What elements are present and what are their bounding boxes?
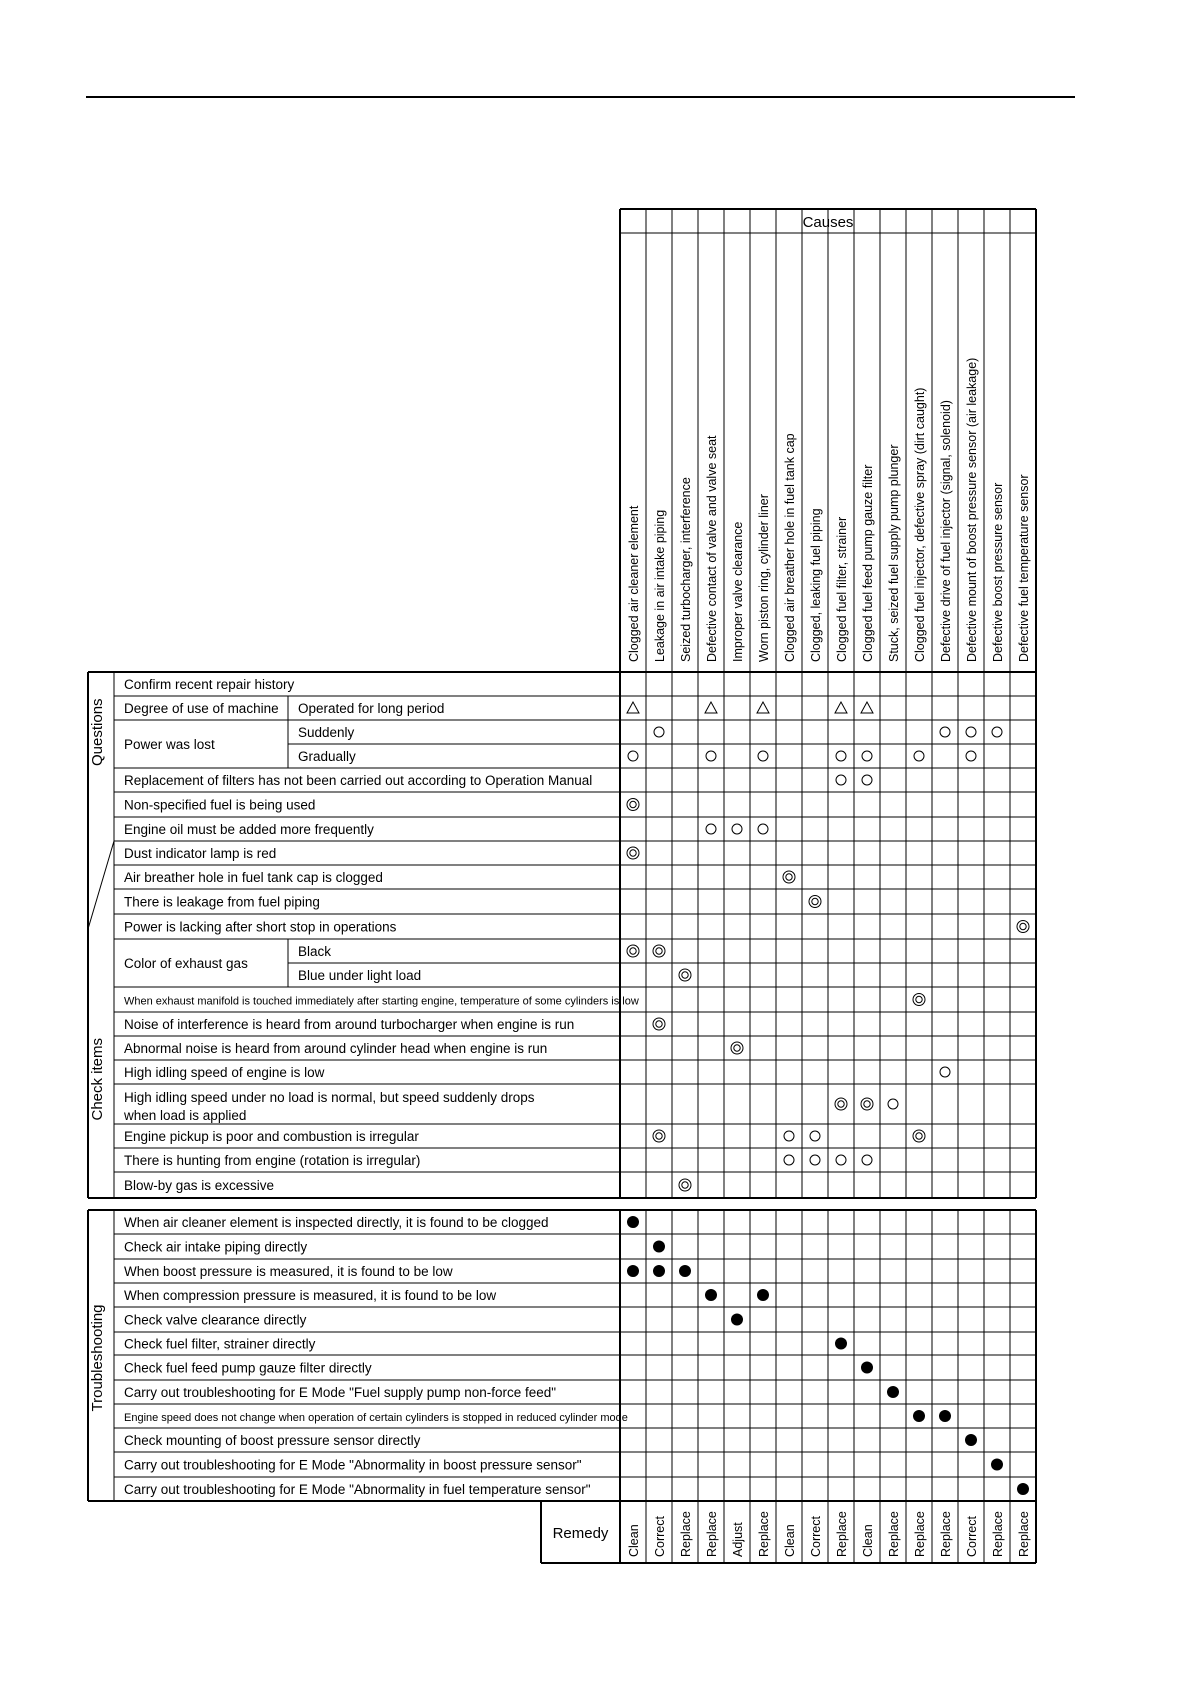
- mark-double-circle: [783, 871, 795, 883]
- remedy-value: Replace: [705, 1511, 719, 1557]
- mark-double-circle-inner: [682, 1182, 688, 1188]
- mark-circle: [914, 751, 924, 761]
- remedy-value: Replace: [757, 1511, 771, 1557]
- mark-circle: [966, 727, 976, 737]
- section-label-check-items: Check items: [89, 1037, 106, 1121]
- mark-double-circle: [913, 1130, 925, 1142]
- mark-filled-circle: [627, 1216, 639, 1228]
- mark-circle: [836, 1155, 846, 1165]
- mark-filled-circle: [705, 1289, 717, 1301]
- mark-circle: [940, 727, 950, 737]
- mark-double-circle: [835, 1098, 847, 1110]
- row-text: Black: [298, 944, 332, 959]
- mark-circle: [888, 1099, 898, 1109]
- mark-double-circle-inner: [916, 1133, 922, 1139]
- row-text-line2: when load is applied: [124, 1108, 247, 1123]
- troubleshooting-row-text: Check fuel filter, strainer directly: [124, 1336, 316, 1352]
- mark-triangle: [705, 702, 717, 713]
- mark-filled-circle: [835, 1338, 847, 1350]
- row-text: Suddenly: [298, 725, 355, 740]
- mark-filled-circle: [991, 1459, 1003, 1471]
- mark-double-circle-inner: [656, 1021, 662, 1027]
- cause-label: Defective boost pressure sensor: [991, 482, 1005, 662]
- mark-double-circle-inner: [1020, 923, 1026, 929]
- mark-filled-circle: [965, 1434, 977, 1446]
- mark-double-circle-inner: [838, 1101, 844, 1107]
- mark-circle: [966, 751, 976, 761]
- remedy-value: Replace: [887, 1511, 901, 1557]
- mark-circle: [940, 1067, 950, 1077]
- mark-circle: [836, 775, 846, 785]
- row-text: Non-specified fuel is being used: [124, 797, 316, 813]
- remedy-value: Clean: [627, 1524, 641, 1557]
- troubleshooting-row-text: Check fuel feed pump gauze filter directly: [124, 1360, 372, 1376]
- row-text: There is leakage from fuel piping: [124, 894, 320, 910]
- section-label-questions: Questions: [89, 698, 106, 766]
- mark-filled-circle: [913, 1410, 925, 1422]
- cause-label: Clogged air breather hole in fuel tank cap: [783, 433, 797, 662]
- mark-double-circle: [627, 799, 639, 811]
- cause-label: Clogged fuel injector, defective spray (dirt caught): [913, 387, 927, 662]
- mark-double-circle-inner: [734, 1045, 740, 1051]
- row-text: Engine pickup is poor and combustion is irregular: [124, 1129, 419, 1144]
- mark-filled-circle: [653, 1265, 665, 1277]
- mark-circle: [758, 751, 768, 761]
- mark-filled-circle: [679, 1265, 691, 1277]
- row-text: Dust indicator lamp is red: [124, 846, 277, 861]
- remedy-value: Replace: [991, 1511, 1005, 1557]
- cause-label: Defective fuel temperature sensor: [1017, 474, 1031, 662]
- troubleshooting-row-text: Engine speed does not change when operation of certain cylinders is stopped in reduced cylinder mode: [124, 1412, 628, 1424]
- remedy-value: Replace: [939, 1511, 953, 1557]
- mark-filled-circle: [653, 1241, 665, 1253]
- mark-triangle: [835, 702, 847, 713]
- mark-double-circle: [627, 847, 639, 859]
- mark-filled-circle: [861, 1362, 873, 1374]
- row-text: Power is lacking after short stop in operations: [124, 919, 397, 935]
- remedy-value: Correct: [809, 1516, 823, 1557]
- mark-double-circle: [653, 945, 665, 957]
- row-text: Confirm recent repair history: [124, 677, 295, 692]
- troubleshooting-row-text: Carry out troubleshooting for E Mode "Fuel supply pump non-force feed": [124, 1385, 557, 1400]
- troubleshooting-row-text: When boost pressure is measured, it is found to be low: [124, 1264, 453, 1279]
- troubleshooting-row-text: Check mounting of boost pressure sensor directly: [124, 1433, 421, 1448]
- row-text: Operated for long period: [298, 701, 445, 716]
- mark-double-circle-inner: [786, 874, 792, 880]
- row-text: Air breather hole in fuel tank cap is clogged: [124, 870, 383, 885]
- row-text: Noise of interference is heard from around turbocharger when engine is run: [124, 1017, 575, 1032]
- mark-double-circle: [913, 994, 925, 1006]
- cause-label: Clogged air cleaner element: [627, 505, 641, 662]
- remedy-value: Replace: [835, 1511, 849, 1557]
- cause-label: Defective mount of boost pressure sensor (air leakage): [965, 357, 979, 662]
- mark-double-circle: [861, 1098, 873, 1110]
- troubleshooting-row-text: When compression pressure is measured, it is found to be low: [124, 1288, 497, 1303]
- mark-circle: [862, 751, 872, 761]
- row-group-label: Color of exhaust gas: [124, 956, 248, 971]
- mark-circle: [758, 824, 768, 834]
- row-group-label: Power was lost: [124, 737, 215, 752]
- mark-triangle: [757, 702, 769, 713]
- troubleshooting-row-text: Check air intake piping directly: [124, 1239, 308, 1255]
- mark-circle: [810, 1131, 820, 1141]
- troubleshooting-row-text: Check valve clearance directly: [124, 1312, 307, 1328]
- section-divider-diagonal: [88, 841, 114, 929]
- mark-circle: [810, 1155, 820, 1165]
- cause-label: Stuck, seized fuel supply pump plunger: [887, 444, 901, 662]
- row-text: When exhaust manifold is touched immediately after starting engine, temperature of some cylinders is low: [124, 995, 639, 1008]
- mark-circle: [706, 824, 716, 834]
- mark-double-circle-inner: [916, 996, 922, 1002]
- remedy-value: Replace: [913, 1511, 927, 1557]
- remedy-value: Replace: [679, 1511, 693, 1557]
- remedy-value: Correct: [653, 1516, 667, 1557]
- cause-label: Seized turbocharger, interference: [679, 477, 693, 662]
- mark-circle: [784, 1155, 794, 1165]
- cause-label: Worn piston ring, cylinder liner: [757, 494, 771, 662]
- row-text: Blue under light load: [298, 968, 422, 983]
- troubleshooting-row-text: Carry out troubleshooting for E Mode "Abnormality in fuel temperature sensor": [124, 1482, 591, 1497]
- mark-circle: [836, 751, 846, 761]
- mark-double-circle-inner: [656, 948, 662, 954]
- troubleshooting-row-text: When air cleaner element is inspected directly, it is found to be clogged: [124, 1215, 549, 1230]
- remedy-value: Correct: [965, 1516, 979, 1557]
- cause-label: Defective contact of valve and valve seat: [705, 435, 719, 662]
- mark-filled-circle: [627, 1265, 639, 1277]
- mark-double-circle: [653, 1018, 665, 1030]
- mark-filled-circle: [1017, 1483, 1029, 1495]
- row-text-line1: High idling speed under no load is normal, but speed suddenly drops: [124, 1090, 535, 1105]
- mark-circle: [784, 1131, 794, 1141]
- cause-label: Defective drive of fuel injector (signal, solenoid): [939, 400, 953, 662]
- row-text: Blow-by gas is excessive: [124, 1178, 275, 1193]
- mark-double-circle: [679, 1179, 691, 1191]
- mark-circle: [862, 1155, 872, 1165]
- mark-circle: [628, 751, 638, 761]
- mark-double-circle-inner: [812, 898, 818, 904]
- mark-double-circle-inner: [630, 948, 636, 954]
- mark-filled-circle: [887, 1386, 899, 1398]
- mark-double-circle: [627, 945, 639, 957]
- cause-label: Improper valve clearance: [731, 521, 745, 662]
- mark-double-circle: [809, 896, 821, 908]
- mark-filled-circle: [757, 1289, 769, 1301]
- troubleshooting-row-text: Carry out troubleshooting for E Mode "Abnormality in boost pressure sensor": [124, 1457, 582, 1473]
- mark-circle: [706, 751, 716, 761]
- mark-filled-circle: [731, 1314, 743, 1326]
- cause-matrix-table: [88, 209, 1036, 1563]
- cause-label: Leakage in air intake piping: [653, 509, 667, 662]
- mark-double-circle-inner: [630, 801, 636, 807]
- remedy-value: Adjust: [731, 1522, 745, 1557]
- mark-circle: [992, 727, 1002, 737]
- mark-double-circle: [653, 1130, 665, 1142]
- mark-double-circle: [1017, 921, 1029, 933]
- cause-label: Clogged fuel feed pump gauze filter: [861, 464, 875, 662]
- causes-title: Causes: [802, 214, 854, 231]
- row-text: Replacement of filters has not been carried out according to Operation Manual: [124, 773, 593, 788]
- row-text: Gradually: [298, 749, 356, 764]
- row-text: Engine oil must be added more frequently: [124, 822, 374, 837]
- remedy-value: Replace: [1017, 1511, 1031, 1557]
- section-label-troubleshooting: Troubleshooting: [89, 1304, 106, 1412]
- cause-label: Clogged fuel filter, strainer: [835, 516, 849, 662]
- mark-circle: [732, 824, 742, 834]
- mark-double-circle: [731, 1042, 743, 1054]
- mark-circle: [862, 775, 872, 785]
- row-text: There is hunting from engine (rotation is irregular): [124, 1153, 421, 1168]
- mark-double-circle: [679, 969, 691, 981]
- mark-triangle: [627, 702, 639, 713]
- mark-double-circle-inner: [656, 1133, 662, 1139]
- row-text: Abnormal noise is heard from around cylinder head when engine is run: [124, 1041, 548, 1056]
- mark-double-circle-inner: [864, 1101, 870, 1107]
- mark-filled-circle: [939, 1410, 951, 1422]
- row-text: High idling speed of engine is low: [124, 1065, 325, 1080]
- mark-circle: [654, 727, 664, 737]
- remedy-value: Clean: [783, 1524, 797, 1557]
- row-group-label: Degree of use of machine: [124, 701, 279, 716]
- mark-triangle: [861, 702, 873, 713]
- mark-double-circle-inner: [630, 850, 636, 856]
- remedy-label: Remedy: [552, 1525, 609, 1542]
- cause-label: Clogged, leaking fuel piping: [809, 508, 823, 662]
- mark-double-circle-inner: [682, 972, 688, 978]
- remedy-value: Clean: [861, 1524, 875, 1557]
